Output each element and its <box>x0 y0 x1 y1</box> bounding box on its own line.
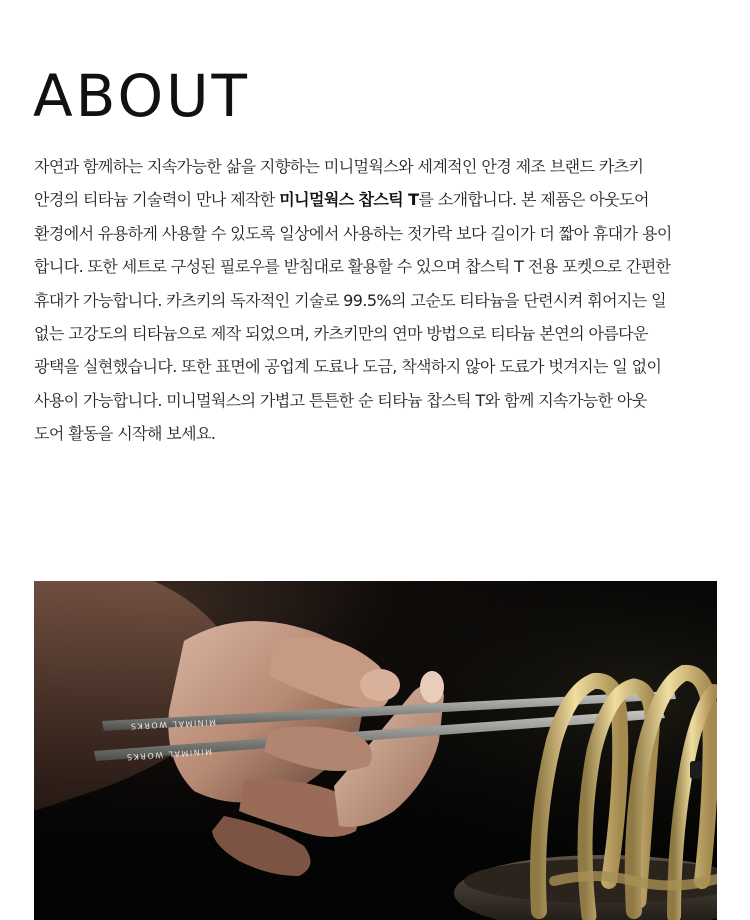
paragraph-line: 없는 고강도의 티타늄으로 제작 되었으며, 카츠키만의 연마 방법으로 티타늄 본연의 아름다운 <box>34 324 648 344</box>
paragraph-line-start: 안경의 티타늄 기술력이 만나 제작한 <box>34 190 280 210</box>
paragraph-line: 합니다. 또한 세트로 구성된 필로우를 받침대로 활용할 수 있으며 찹스틱 T 전용 포켓으로 간편한 <box>34 257 671 277</box>
product-name: 미니멀웍스 찹스틱 T <box>279 190 419 210</box>
paragraph-line: 도어 활동을 시작해 보세요. <box>34 424 216 444</box>
paragraph-line: 광택을 실현했습니다. 또한 표면에 공업계 도료나 도금, 착색하지 않아 도료가 벗겨지는 일 없이 <box>34 357 662 377</box>
paragraph-line: 사용이 가능합니다. 미니멀웍스의 가볍고 튼튼한 순 티타늄 찹스틱 T와 함께 지속가능한 아웃 <box>34 390 647 410</box>
chopstick-engraving-upper: MINIMAL WORKS <box>129 717 217 731</box>
chopstick-engraving-lower: MINIMAL WORKS <box>125 746 213 762</box>
paragraph-line: 환경에서 유용하게 사용할 수 있도록 일상에서 사용하는 젓가락 보다 길이가 더 짧아 휴대가 용이 <box>34 223 672 243</box>
product-photo <box>34 581 717 920</box>
paragraph-line: 자연과 함께하는 지속가능한 삶을 지향하는 미니멀웍스와 세계적인 안경 제조 브랜드 카츠키 <box>34 157 644 176</box>
paragraph-line <box>34 183 724 216</box>
paragraph-line-end: 를 소개합니다. 본 제품은 아웃도어 <box>418 190 649 210</box>
chopsticks-noodles-illustration <box>34 581 717 920</box>
about-paragraph <box>34 150 724 451</box>
paragraph-line: 휴대가 가능합니다. 카츠키의 독자적인 기술로 99.5%의 고순도 티타늄을 단련시켜 휘어지는 일 <box>34 290 666 310</box>
page-title: ABOUT <box>33 62 250 130</box>
